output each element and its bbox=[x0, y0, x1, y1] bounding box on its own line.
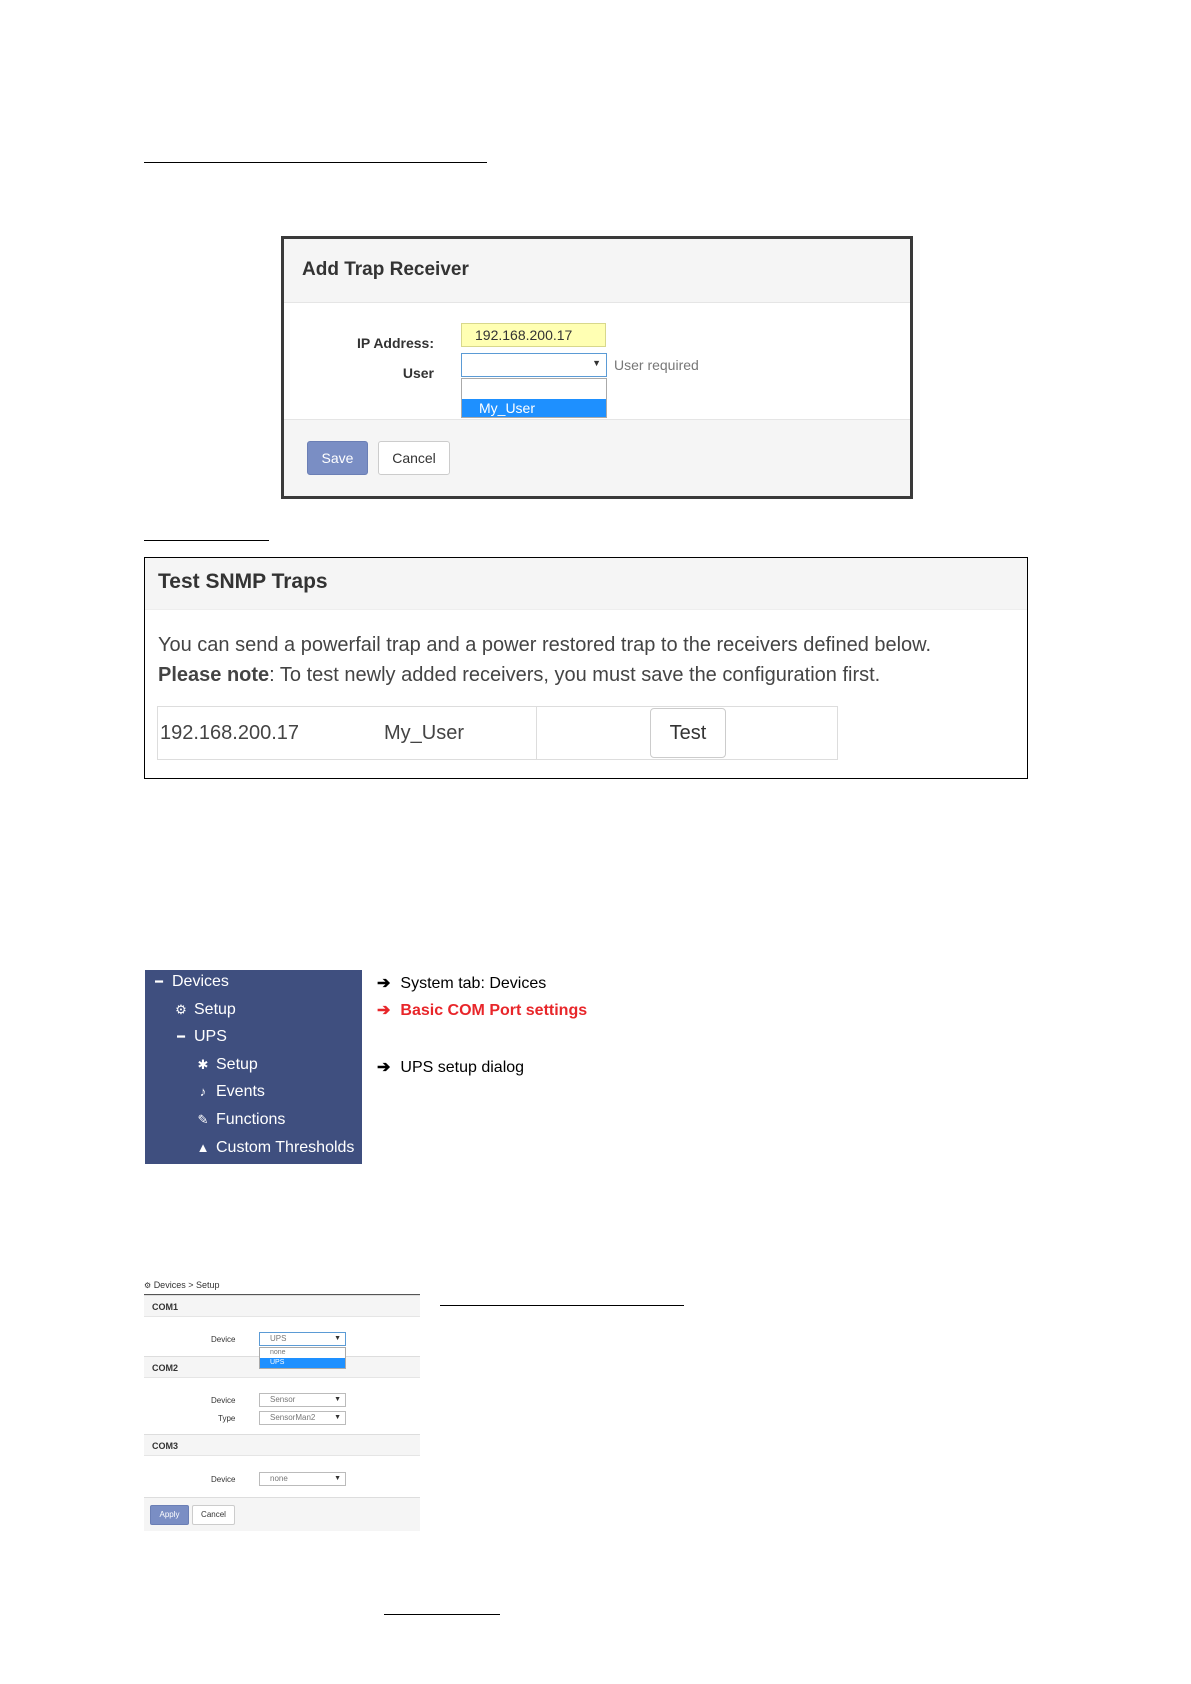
com2-type-select[interactable]: SensorMan2 ▼ bbox=[259, 1411, 346, 1425]
panel-title: Test SNMP Traps bbox=[158, 570, 328, 593]
dialog-footer bbox=[284, 419, 910, 496]
breadcrumb-separator: > bbox=[188, 1280, 194, 1290]
note-system-tab: ➔ System tab: Devices bbox=[377, 975, 547, 992]
caret-down-icon: ▼ bbox=[334, 1335, 341, 1342]
com1-option-none[interactable]: none bbox=[270, 1349, 286, 1356]
wrench-icon: ✎ bbox=[197, 1112, 209, 1127]
caret-down-icon: ▼ bbox=[334, 1475, 341, 1482]
panel-description: You can send a powerfail trap and a power restored trap to the receivers defined below. bbox=[158, 634, 932, 656]
tree-item-devices[interactable]: ━ Devices bbox=[151, 973, 229, 991]
gear-icon: ✱ bbox=[197, 1057, 209, 1072]
receiver-ip: 192.168.200.17 bbox=[160, 722, 300, 744]
dialog-title: Add Trap Receiver bbox=[302, 259, 469, 280]
receiver-cell bbox=[158, 707, 537, 759]
ip-address-input[interactable]: 192.168.200.17 bbox=[461, 323, 606, 347]
cancel-button[interactable]: Cancel bbox=[192, 1505, 235, 1525]
note-bold: Please note bbox=[158, 664, 270, 686]
com2-type-label: Type bbox=[218, 1414, 236, 1423]
heading-rule bbox=[144, 540, 269, 541]
tree-item-setup[interactable]: ⚙ Setup bbox=[173, 1001, 236, 1019]
minus-icon: ━ bbox=[155, 974, 163, 989]
com1-device-label: Device bbox=[211, 1335, 236, 1344]
receiver-user: My_User bbox=[384, 722, 465, 744]
note-text: : To test newly added receivers, you must save the configuration first. bbox=[269, 664, 881, 686]
tree-item-ups[interactable]: ━ UPS bbox=[173, 1028, 227, 1046]
com3-header: COM3 bbox=[144, 1434, 420, 1456]
dialog-header bbox=[284, 239, 910, 303]
apply-button[interactable]: Apply bbox=[150, 1505, 189, 1525]
warning-icon: ▲ bbox=[196, 1140, 210, 1155]
user-label: User bbox=[402, 365, 434, 381]
user-option-selected[interactable]: My_User bbox=[462, 399, 606, 417]
test-button[interactable]: Test bbox=[650, 708, 726, 758]
com1-device-dropdown[interactable] bbox=[259, 1347, 346, 1369]
com-settings-panel bbox=[144, 1280, 420, 1531]
com1-header: COM1 bbox=[144, 1295, 420, 1317]
com1-option-ups[interactable]: UPS bbox=[260, 1358, 345, 1368]
caret-down-icon: ▼ bbox=[334, 1414, 341, 1421]
tree-item-custom-thresholds[interactable]: ▲ Custom Thresholds bbox=[196, 1139, 355, 1156]
com2-header: COM2 bbox=[144, 1356, 420, 1378]
user-required-message: User required bbox=[614, 357, 699, 373]
panel-header bbox=[145, 558, 1027, 610]
arrow-right-icon: ➔ bbox=[377, 1002, 391, 1019]
user-dropdown-list[interactable] bbox=[461, 378, 607, 418]
com3-device-select[interactable]: none ▼ bbox=[259, 1472, 346, 1486]
arrow-right-icon: ➔ bbox=[377, 1059, 391, 1076]
breadcrumb bbox=[144, 1280, 420, 1295]
devices-tree bbox=[145, 970, 362, 1164]
caret-down-icon: ▼ bbox=[592, 358, 601, 368]
minus-icon: ━ bbox=[177, 1029, 185, 1044]
note-basic-com: ➔ Basic COM Port settings bbox=[377, 1002, 588, 1019]
com2-device-select[interactable]: Sensor ▼ bbox=[259, 1393, 346, 1407]
heading-rule bbox=[144, 162, 487, 163]
cancel-button[interactable]: Cancel bbox=[378, 441, 450, 475]
panel-note bbox=[158, 664, 880, 687]
add-trap-receiver-dialog bbox=[281, 236, 913, 499]
bell-icon: ♪ bbox=[199, 1084, 207, 1099]
test-snmp-traps-panel bbox=[144, 557, 1028, 779]
note-ups-setup: ➔ UPS setup dialog bbox=[377, 1059, 525, 1076]
com3-device-label: Device bbox=[211, 1475, 236, 1484]
trap-receiver-row bbox=[157, 706, 838, 760]
com-footer bbox=[144, 1497, 420, 1531]
gears-icon: ⚙ bbox=[144, 1281, 152, 1290]
caret-down-icon: ▼ bbox=[334, 1396, 341, 1403]
heading-rule bbox=[384, 1614, 500, 1615]
tree-item-ups-setup[interactable]: ✱ Setup bbox=[195, 1056, 258, 1074]
arrow-right-icon: ➔ bbox=[377, 975, 391, 992]
breadcrumb-devices[interactable]: Devices bbox=[153, 1280, 186, 1290]
save-button[interactable]: Save bbox=[307, 441, 368, 475]
breadcrumb-setup: Setup bbox=[196, 1280, 220, 1290]
user-select[interactable] bbox=[461, 353, 607, 377]
user-option-empty[interactable] bbox=[462, 379, 606, 399]
tree-item-events[interactable]: ♪ Events bbox=[195, 1083, 265, 1101]
ip-address-label: IP Address: bbox=[356, 335, 434, 351]
gears-icon: ⚙ bbox=[175, 1002, 187, 1017]
heading-rule bbox=[440, 1305, 684, 1306]
com1-device-select[interactable]: UPS ▼ bbox=[259, 1332, 346, 1346]
com2-device-label: Device bbox=[211, 1396, 236, 1405]
tree-item-functions[interactable]: ✎ Functions bbox=[195, 1111, 285, 1129]
